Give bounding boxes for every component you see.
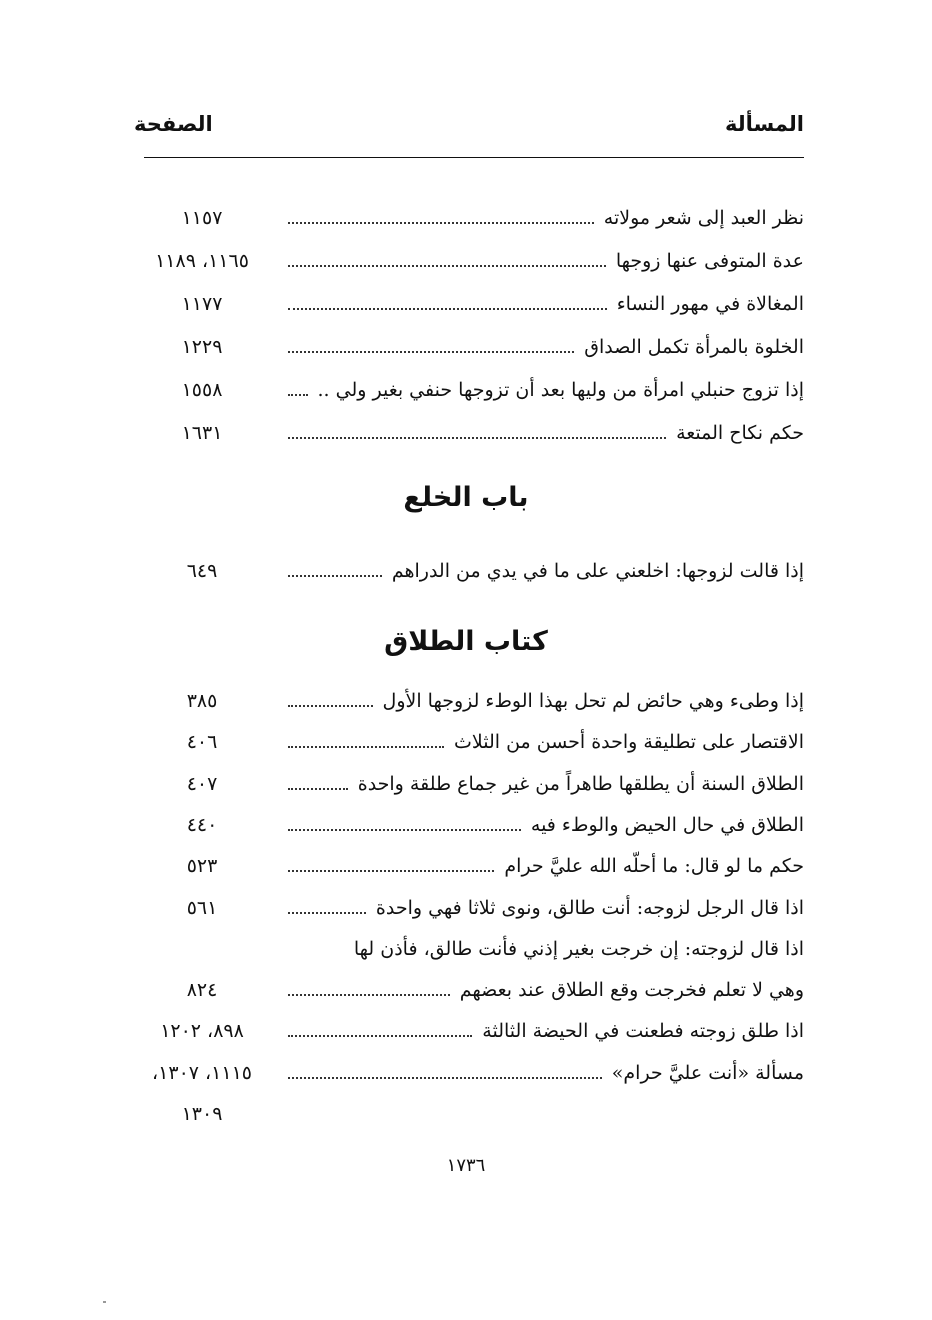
index-entry	[128, 241, 804, 281]
entry-title: حكم نكاح المتعة	[676, 422, 804, 444]
dot-leader	[288, 1077, 602, 1079]
heading-khul: باب الخلع	[403, 482, 529, 513]
entry-title: إذا قالت لزوجها: اخلعني على ما في يدي من الدراهم	[391, 560, 804, 582]
entry-page-ref	[128, 929, 276, 969]
entry-page-ref: ١٦٣١	[181, 422, 223, 444]
index-entry	[128, 722, 804, 762]
heading-talaq: كتاب الطلاق	[384, 626, 548, 657]
index-entry	[128, 681, 804, 721]
dot-leader	[288, 575, 382, 577]
entry-page-ref: ٨٢٤	[186, 979, 218, 1002]
entry-title: اذا قال الرجل لزوجه: أنت طالق، ونوى ثلاثا فهي واحدة	[375, 896, 804, 919]
dot-leader	[288, 351, 574, 353]
entry-title: عدة المتوفى عنها زوجها	[615, 250, 804, 272]
dot-leader	[288, 829, 521, 831]
index-entry	[128, 888, 804, 928]
dot-leader	[288, 705, 373, 707]
index-entry	[128, 1053, 804, 1093]
entry-page-ref: ٥٢٣	[186, 855, 218, 878]
dot-leader	[288, 870, 494, 872]
entry-title: نظر العبد إلى شعر مولاته	[603, 207, 804, 229]
entry-page-ref: ١١٧٧	[181, 293, 223, 315]
index-entry	[128, 970, 804, 1010]
entry-page-ref: ١٥٥٨	[181, 379, 223, 401]
entry-page-ref: ٨٩٨، ١٢٠٢	[160, 1020, 244, 1043]
dot-leader	[288, 746, 444, 748]
header-rule	[144, 157, 804, 158]
page-number: ١٧٣٦	[446, 1155, 486, 1176]
entry-title: حكم ما لو قال: ما أحلّه الله عليَّ حرام	[504, 855, 804, 878]
dot-leader	[288, 1035, 472, 1037]
index-entry	[128, 198, 804, 238]
column-header-page: الصفحة	[134, 112, 213, 136]
index-entry	[128, 1011, 804, 1051]
index-entry	[128, 284, 804, 324]
index-entry	[128, 413, 804, 453]
entry-title: اذا طلق زوجته فطعنت في الحيضة الثالثة	[482, 1020, 804, 1043]
index-entry	[128, 805, 804, 845]
entry-page-ref: ١٢٢٩	[181, 336, 223, 358]
dot-leader	[288, 912, 366, 914]
dot-leader	[288, 222, 594, 224]
entry-page-ref: ١١٥٧	[181, 207, 223, 229]
entry-title: إذا تزوج حنبلي امرأة من وليها بعد أن تزوجها حنفي بغير ولي ..	[317, 379, 804, 401]
entry-title: الطلاق في حال الحيض والوطء فيه	[530, 813, 804, 836]
entry-title: اذا قال لزوجته: إن خرجت بغير إذني فأنت طالق، فأذن لها	[353, 937, 804, 960]
entry-title: الخلوة بالمرأة تكمل الصداق	[584, 336, 804, 358]
dot-leader	[288, 788, 348, 790]
index-entry	[128, 929, 804, 969]
entry-title: الطلاق السنة أن يطلقها طاهراً من غير جماع طلقة واحدة	[357, 772, 804, 795]
entry-page-ref: ٤٤٠	[186, 813, 218, 836]
dot-leader	[288, 394, 308, 396]
scan-speck	[103, 1301, 106, 1303]
entry-page-ref: ٥٦١	[186, 896, 218, 919]
dot-leader	[288, 308, 607, 310]
entry-title: وهي لا تعلم فخرجت وقع الطلاق عند بعضهم	[459, 979, 804, 1002]
entry-page-ref: ٦٤٩	[186, 560, 218, 582]
entry-page-ref: ٤٠٦	[186, 731, 218, 754]
entry-page-ref: ١١٦٥، ١١٨٩	[155, 250, 249, 272]
entry-title: إذا وطىء وهي حائض لم تحل بهذا الوطء لزوجها الأول	[382, 690, 804, 712]
entry-title: مسألة «أنت عليَّ حرام»	[611, 1061, 804, 1084]
index-entry	[128, 846, 804, 886]
index-entry	[128, 764, 804, 804]
entry-title: الاقتصار على تطليقة واحدة أحسن من الثلاث	[454, 731, 804, 754]
index-entry	[128, 1094, 804, 1134]
index-entry	[128, 551, 804, 591]
index-entry	[128, 327, 804, 367]
index-entry	[128, 370, 804, 410]
entry-page-ref: ١١١٥، ١٣٠٧،	[152, 1061, 252, 1084]
dot-leader	[288, 265, 606, 267]
column-header-issue: المسألة	[724, 112, 804, 136]
entry-page-ref: ٣٨٥	[186, 690, 218, 712]
entry-page-ref: ١٣٠٩	[181, 1103, 223, 1125]
entry-title: المغالاة في مهور النساء	[616, 293, 804, 315]
entry-page-ref: ٤٠٧	[186, 772, 218, 795]
dot-leader	[288, 994, 450, 996]
dot-leader	[288, 437, 666, 439]
